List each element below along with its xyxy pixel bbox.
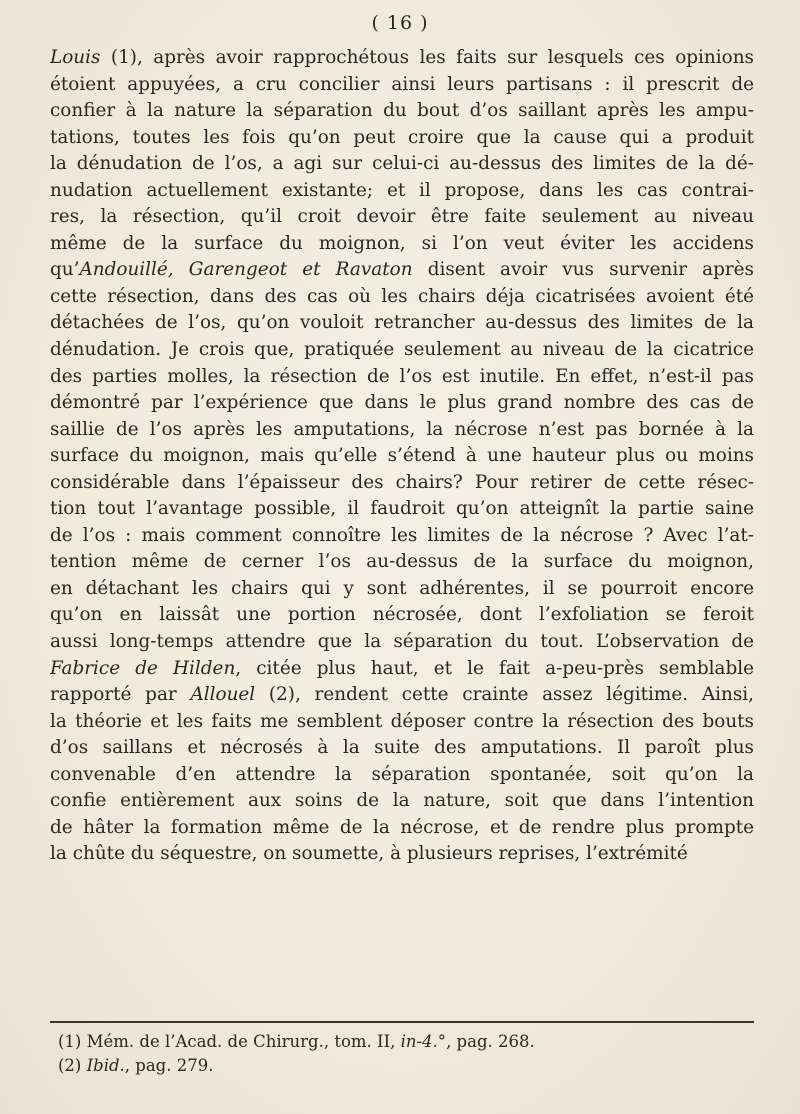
footnotes [58, 1030, 748, 1078]
text-line [50, 231, 754, 258]
text-line [50, 364, 754, 391]
text-segment: la dénudation de l’os, a agi sur celui-ci au-dessus des limites de la dé- [50, 153, 754, 175]
text-segment: convenable d’en attendre la séparation spontanée, soit qu’on la [50, 763, 754, 785]
text-segment: des parties molles, la résection de l’os est inutile. En effet, n’est-il pas [50, 365, 754, 387]
text-line [50, 709, 754, 736]
text-line [50, 257, 754, 284]
text-line [50, 417, 754, 444]
text-segment: aussi long-temps attendre que la séparation du tout. L’observation de [50, 631, 754, 653]
text-line [50, 815, 754, 842]
text-segment: la théorie et les faits me semblent déposer contre la résection des bouts [50, 710, 754, 732]
footnote-rule [50, 1021, 754, 1023]
text-line [50, 576, 754, 603]
text-line [50, 629, 754, 656]
text-line [50, 310, 754, 337]
text-segment: , pag. 279. [124, 1056, 214, 1075]
text-segment: confier à la nature la séparation du bout d’os saillant après les ampu- [50, 100, 754, 122]
text-segment: surface du moignon, mais qu’elle s’étend à une hauteur plus ou moins [50, 445, 754, 467]
text-segment: étoient appuyées, a cru concilier ainsi leurs partisans : il prescrit de [50, 73, 754, 95]
text-segment: démontré par l’expérience que dans le plus grand nombre des cas de [50, 392, 754, 414]
text-segment: de l’os : mais comment connoître les limites de la nécrose ? Avec l’at- [50, 524, 754, 546]
text-segment: rapporté par [50, 684, 191, 706]
text-line [50, 496, 754, 523]
text-line [50, 204, 754, 231]
text-segment: même de la surface du moignon, si l’on veut éviter les accidens [50, 232, 754, 254]
italic-segment: Ibid. [86, 1056, 125, 1075]
text-segment: qu’ [50, 259, 80, 281]
main-text [50, 45, 754, 868]
text-line [50, 151, 754, 178]
text-segment: de hâter la formation même de la nécrose, et de rendre plus prompte [50, 816, 754, 838]
italic-segment: Fabrice de Hilden [50, 657, 236, 679]
text-segment: (1), après avoir rapprochétous les faits sur lesquels ces opinions [100, 47, 754, 68]
text-line [50, 178, 754, 205]
text-segment: (2), rendent cette crainte assez légitime. Ainsi, [255, 684, 754, 706]
text-segment: qu’on en laissât une portion nécrosée, dont l’exfoliation se feroit [50, 604, 754, 626]
text-segment: saillie de l’os après les amputations, la nécrose n’est pas bornée à la [50, 418, 754, 440]
text-segment: res, la résection, qu’il croit devoir être faite seulement au niveau [50, 206, 754, 228]
text-segment: d’os saillans et nécrosés à la suite des amputations. Il paroît plus [50, 737, 754, 759]
text-segment: (1) Mém. de l’Acad. de Chirurg., tom. II, [58, 1032, 401, 1051]
text-line [50, 656, 754, 683]
text-line [50, 125, 754, 152]
text-segment: tations, toutes les fois qu’on peut croire que la cause qui a produit [50, 126, 754, 148]
text-line [50, 337, 754, 364]
text-segment: considérable dans l’épaisseur des chairs? Pour retirer de cette résec- [50, 471, 754, 493]
text-line [50, 682, 754, 709]
text-line [50, 762, 754, 789]
page-number: ( 16 ) [371, 12, 429, 34]
text-segment: , pag. 268. [446, 1032, 535, 1051]
footnote [58, 1054, 748, 1078]
text-segment: dénudation. Je crois que, pratiquée seulement au niveau de la cicatrice [50, 339, 754, 361]
text-segment: (2) [58, 1056, 87, 1075]
text-segment: cette résection, dans des cas où les chairs déja cicatrisées avoient été [50, 285, 754, 307]
text-line [50, 98, 754, 125]
text-segment: en détachant les chairs qui y sont adhérentes, il se pourroit encore [50, 577, 754, 599]
text-line [50, 470, 754, 497]
text-line [50, 841, 754, 868]
text-segment: tention même de cerner l’os au-dessus de la surface du moignon, [50, 551, 754, 573]
italic-segment: Louis [50, 47, 101, 68]
text-line [50, 523, 754, 550]
italic-segment: Allouel [190, 684, 256, 706]
text-segment: confie entièrement aux soins de la nature, soit que dans l’intention [50, 790, 754, 812]
text-line [50, 72, 754, 99]
text-segment: disent avoir vus survenir après [412, 259, 754, 281]
text-segment: , citée plus haut, et le fait a-peu-près semblable [235, 657, 754, 679]
text-line [50, 602, 754, 629]
text-segment: nudation actuellement existante; et il propose, dans les cas contrai- [50, 179, 754, 201]
italic-segment: in-4.° [400, 1032, 447, 1051]
text-line [50, 390, 754, 417]
text-segment: détachées de l’os, qu’on vouloit retrancher au-dessus des limites de la [50, 312, 754, 334]
text-segment: tion tout l’avantage possible, il faudroit qu’on atteignît la partie saine [50, 498, 754, 520]
text-line [50, 284, 754, 311]
text-line [50, 549, 754, 576]
text-line [50, 788, 754, 815]
text-line [50, 443, 754, 470]
footnote [58, 1030, 748, 1054]
text-segment: la chûte du séquestre, on soumette, à plusieurs reprises, l’extrémité [50, 843, 688, 865]
italic-segment: Andouillé, Garengeot et Ravaton [79, 259, 413, 281]
text-line [50, 45, 754, 72]
text-line [50, 735, 754, 762]
